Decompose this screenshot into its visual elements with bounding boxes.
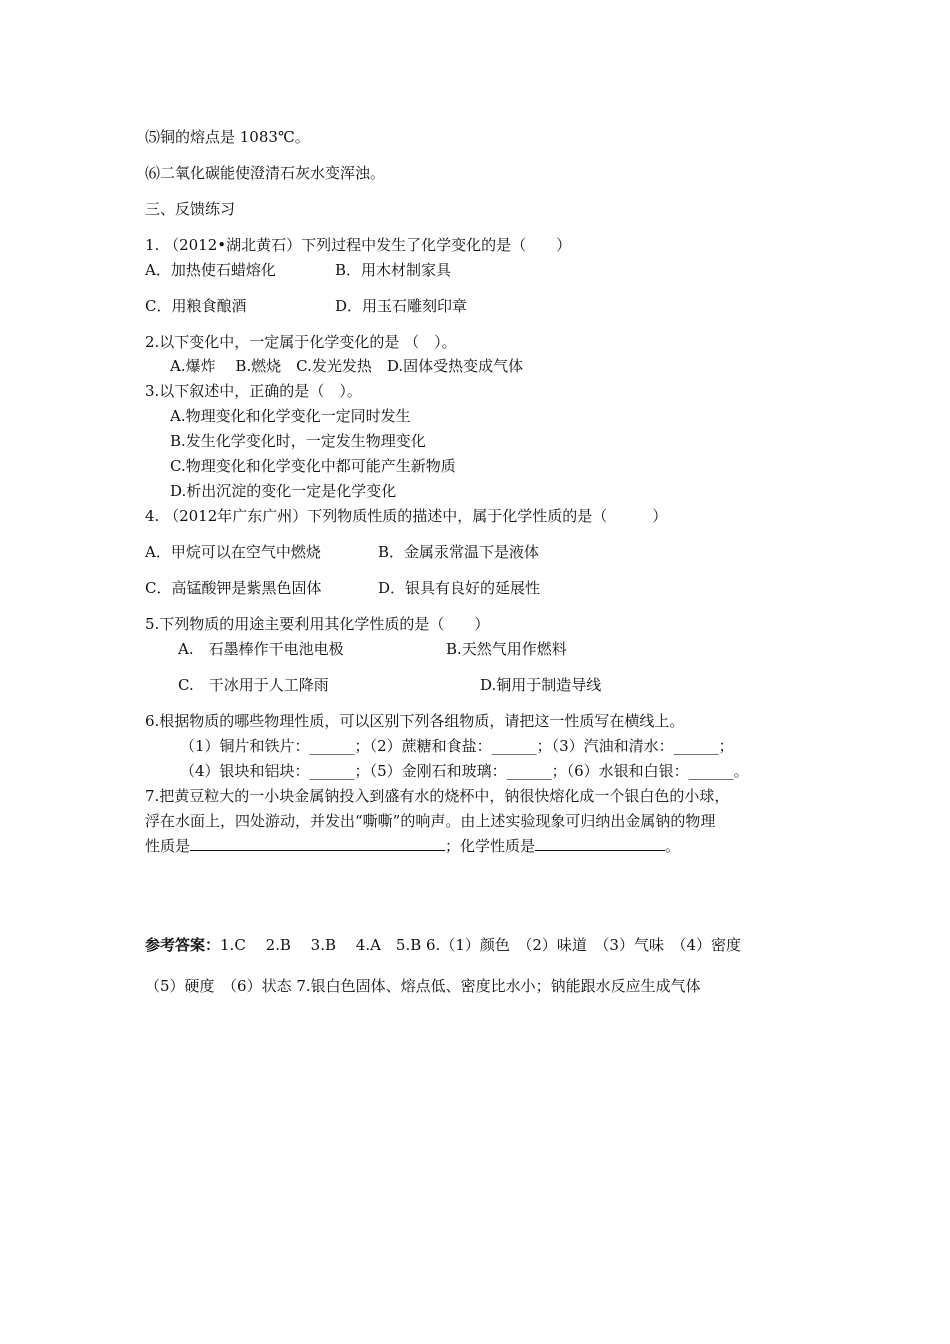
q7-chemical-label: ；化学性质是	[445, 837, 536, 855]
answers-line-1	[145, 935, 741, 955]
q6-blank-6[interactable]: ______	[688, 762, 734, 780]
q7-end: 。	[665, 837, 681, 855]
q7-physical-label: 性质是	[145, 837, 191, 855]
q3-stem: 3.以下叙述中，正确的是（ ）。	[145, 382, 362, 400]
q4-stem: 4. （2012年广东广州）下列物质性质的描述中，属于化学性质的是（ ）	[145, 507, 668, 525]
q6-part-4: （4）银块和铝块：	[180, 762, 310, 780]
q4-option-c: C．高锰酸钾是紫黑色固体	[145, 579, 322, 597]
answers-line-2: （5）硬度 （6）状态 7.银白色固体、熔点低、密度比水小；钠能跟水反应生成气体	[145, 977, 701, 995]
q6-part-3: （3）汽油和清水：	[551, 737, 674, 755]
q5-stem: 5.下列物质的用途主要利用其化学性质的是（ ）	[145, 615, 490, 633]
q4-option-a: A．甲烷可以在空气中燃烧	[145, 543, 321, 561]
q3-option-d: D.析出沉淀的变化一定是化学变化	[170, 482, 397, 500]
q5-option-a: A. 石墨棒作干电池电极	[178, 640, 344, 658]
prev-item-6: ⑹二氧化碳能使澄清石灰水变浑浊。	[145, 164, 386, 182]
q6-blank-4[interactable]: ______	[309, 762, 355, 780]
q1-stem: 1. （2012•湖北黄石）下列过程中发生了化学变化的是（ ）	[145, 236, 572, 254]
q6-part-5: （5）金刚石和玻璃：	[369, 762, 507, 780]
q5-option-b: B.天然气用作燃料	[446, 640, 567, 658]
q6-part-6: （6）水银和白银：	[566, 762, 689, 780]
q5-option-d: D.铜用于制造导线	[480, 676, 602, 694]
q1-option-b: B．用木材制家具	[335, 261, 452, 279]
q6-sep-3: ；	[718, 737, 734, 755]
q6-end: 。	[733, 762, 749, 780]
q7-physical-blank[interactable]	[190, 836, 445, 851]
answers-label: 参考答案：	[145, 936, 221, 954]
q6-part-2: （2）蔗糖和食盐：	[369, 737, 492, 755]
q4-option-d: D．银具有良好的延展性	[378, 579, 541, 597]
q4-option-b: B．金属汞常温下是液体	[378, 543, 540, 561]
q5-option-c: C. 干冰用于人工降雨	[178, 676, 329, 694]
q7-line-2: 浮在水面上，四处游动，并发出“嘶嘶”的响声。由上述实验现象可归纳出金属钠的物理	[145, 812, 716, 830]
section-title: 三、反馈练习	[145, 200, 236, 218]
q1-option-a: A．加热使石蜡熔化	[145, 261, 276, 279]
q6-line-1	[180, 736, 734, 756]
q3-option-a: A.物理变化和化学变化一定同时发生	[170, 407, 411, 425]
q1-option-d: D．用玉石雕刻印章	[335, 297, 468, 315]
q6-blank-5[interactable]: ______	[506, 762, 552, 780]
answers-text-1: 1.C 2.B 3.B 4.A 5.B 6.（1）颜色 （2）味道 （3）气味 （4）密度	[220, 936, 742, 954]
q6-sep-2: ；	[536, 737, 552, 755]
q6-blank-2[interactable]: ______	[491, 737, 537, 755]
q2-options: A.爆炸 B.燃烧 C.发光发热 D.固体受热变成气体	[170, 357, 524, 375]
q6-line-2	[180, 761, 749, 781]
q6-sep-5: ；	[551, 762, 567, 780]
q6-blank-1[interactable]: ______	[309, 737, 355, 755]
q3-option-c: C.物理变化和化学变化中都可能产生新物质	[170, 457, 456, 475]
q2-stem: 2.以下变化中，一定属于化学变化的是 （ ）。	[145, 333, 457, 351]
q7-chemical-blank[interactable]	[535, 836, 665, 851]
q6-blank-3[interactable]: ______	[673, 737, 719, 755]
q7-line-1: 7.把黄豆粒大的一小块金属钠投入到盛有水的烧杯中，钠很快熔化成一个银白色的小球，	[145, 787, 730, 805]
q7-line-3	[145, 836, 680, 856]
q6-sep-1: ；	[354, 737, 370, 755]
q3-option-b: B.发生化学变化时，一定发生物理变化	[170, 432, 426, 450]
q1-option-c: C．用粮食酿酒	[145, 297, 247, 315]
q6-sep-4: ；	[354, 762, 370, 780]
q6-stem: 6.根据物质的哪些物理性质，可以区别下列各组物质，请把这一性质写在横线上。	[145, 712, 685, 730]
q6-part-1: （1）铜片和铁片：	[180, 737, 310, 755]
prev-item-5: ⑸铜的熔点是 1083℃。	[145, 128, 310, 146]
